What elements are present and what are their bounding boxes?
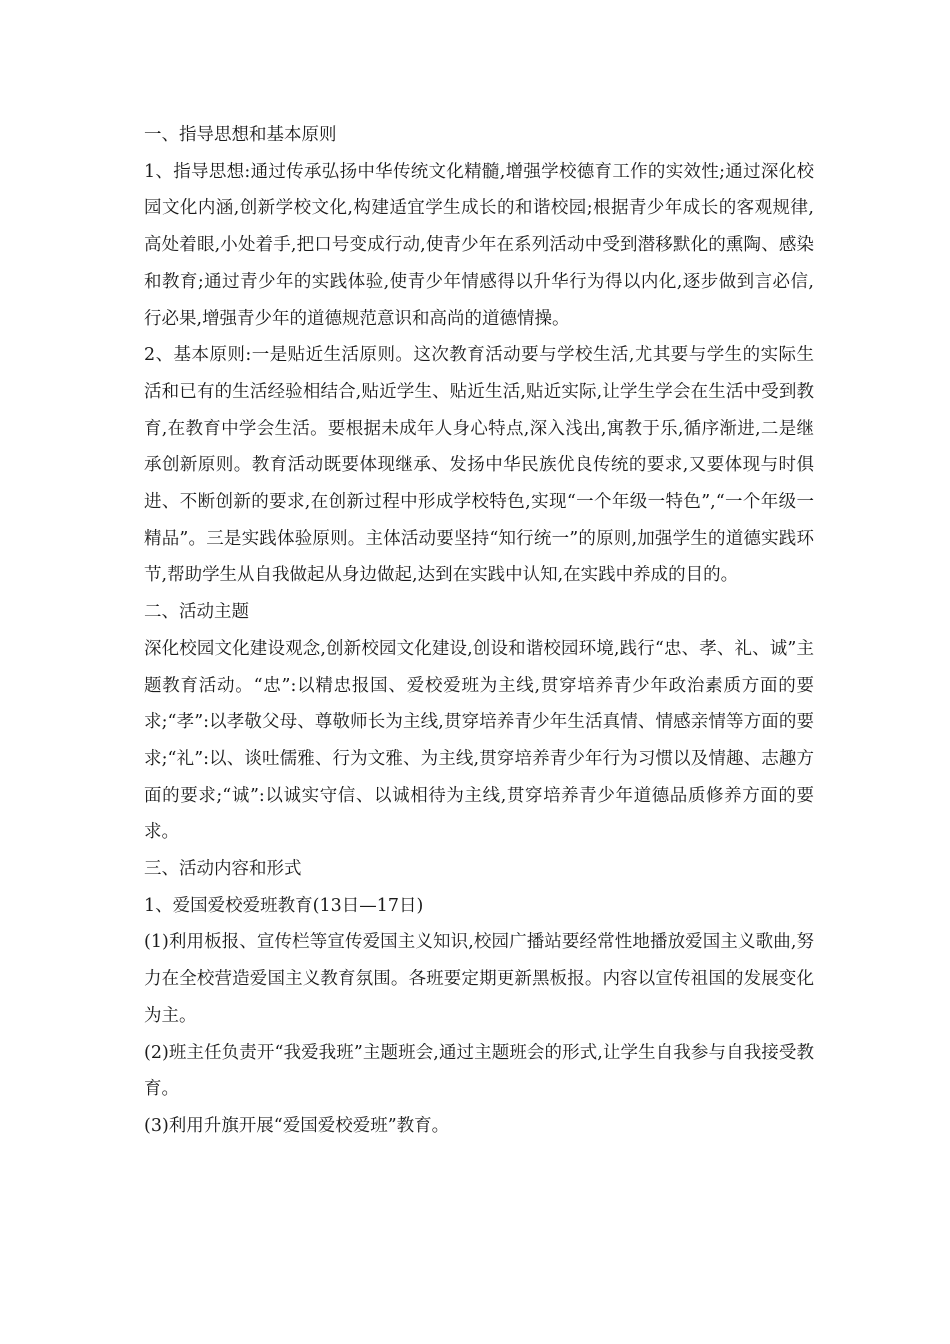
list-item-1: (1)利用板报、宣传栏等宣传爱国主义知识,校园广播站要经常性地播放爱国主义歌曲,努力在全校营造爱国主义教育氛围。各班要定期更新黑板报。内容以宣传祖国的发展变化为主。 xyxy=(144,932,814,1026)
paragraph-basic-principles: 2、基本原则:一是贴近生活原则。这次教育活动要与学校生活,尤其要与学生的实际生活和已有的生活经验相结合,贴近学生、贴近生活,贴近实际,让学生学会在生活中受到教育,在教育中学会生活。要根据未成年人身心特点,深入浅出,寓教于乐,循序渐进,二是继承创新原则。教育活动既要体现继承、发扬中华民族优良传统的要求,又要体现与时俱进、不断创新的要求,在创新过程中形成学校特色,实现“一个年级一特色”,“一个年级一精品”。三是实践体验原则。主体活动要坚持“知行统一”的原则,加强学生的道德实践环节,帮助学生从自我做起从身边做起,达到在实践中认知,在实践中养成的目的。 xyxy=(144,345,814,586)
subheading-patriotic-education: 1、爱国爱校爱班教育(13日—17日) xyxy=(144,895,424,916)
list-item-3: (3)利用升旗开展“爱国爱校爱班”教育。 xyxy=(144,1115,450,1136)
list-item-2: (2)班主任负责开“我爱我班”主题班会,通过主题班会的形式,让学生自我参与自我接受教育。 xyxy=(144,1042,814,1100)
paragraph-guiding-thought: 1、指导思想:通过传承弘扬中华传统文化精髓,增强学校德育工作的实效性;通过深化校园文化内涵,创新学校文化,构建适宜学生成长的和谐校园;根据青少年成长的客观规律,高处着眼,小处着手,把口号变成行动,使青少年在系列活动中受到潜移默化的熏陶、感染和教育;通过青少年的实践体验,使青少年情感得以升华行为得以内化,逐步做到言必信,行必果,增强青少年的道德规范意识和高尚的道德情操。 xyxy=(144,161,814,329)
heading-activity-content: 三、活动内容和形式 xyxy=(144,859,302,880)
paragraph-activity-theme: 深化校园文化建设观念,创新校园文化建设,创设和谐校园环境,践行“忠、孝、礼、诚”主题教育活动。“忠”:以精忠报国、爱校爱班为主线,贯穿培养青少年政治素质方面的要求;“孝”:以孝敬父母、尊敬师长为主线,贯穿培养青少年生活真情、情感亲情等方面的要求;“礼”:以、谈吐儒雅、行为文雅、为主线,贯穿培养青少年行为习惯以及情趣、志趣方面的要求;“诚”:以诚实守信、以诚相待为主线,贯穿培养青少年道德品质修养方面的要求。 xyxy=(144,638,814,843)
heading-guiding-principles: 一、指导思想和基本原则 xyxy=(144,125,337,145)
document-body xyxy=(144,117,814,1145)
heading-activity-theme: 二、活动主题 xyxy=(144,602,249,623)
